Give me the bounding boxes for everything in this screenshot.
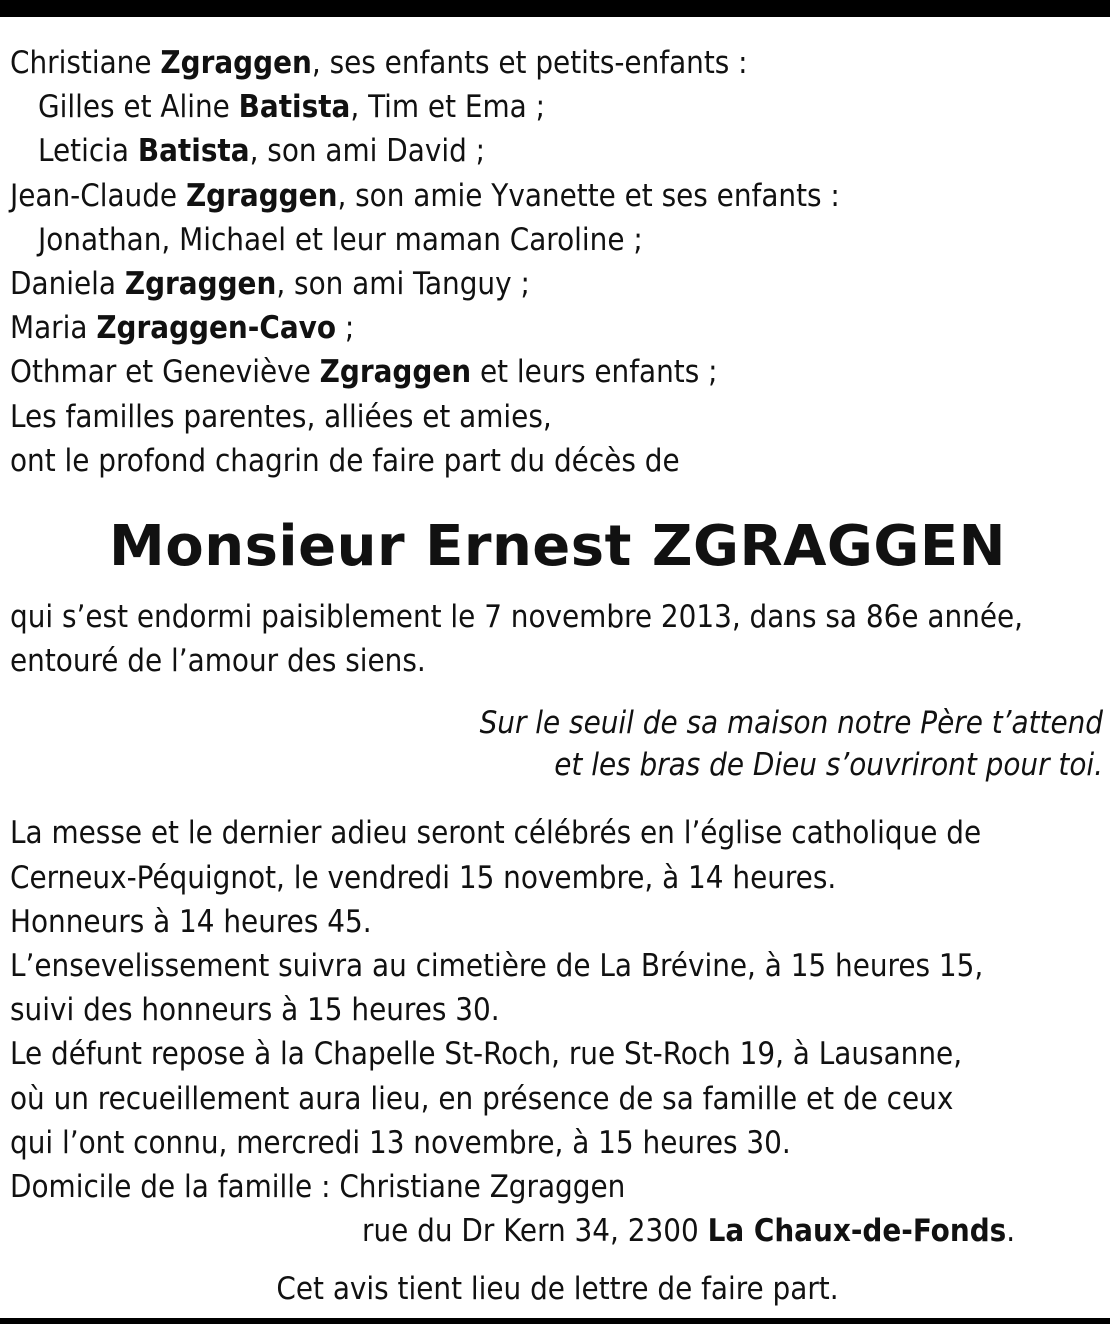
family-line: Jean-Claude Zgraggen, son amie Yvanette et ses enfants :	[10, 177, 840, 214]
obituary-notice	[10, 41, 1105, 1311]
family-line: Othmar et Geneviève Zgraggen et leurs enfants ;	[10, 354, 718, 391]
ceremony-line: suivi des honneurs à 15 heures 30.	[10, 992, 500, 1029]
family-list	[10, 41, 1105, 483]
ceremony-line: Cerneux-Péquignot, le vendredi 15 novembre, à 14 heures.	[10, 859, 837, 896]
top-border	[0, 0, 1110, 17]
bottom-border	[0, 1318, 1110, 1324]
family-line: Leticia Batista, son ami David ;	[38, 133, 486, 170]
deceased-name: Monsieur Ernest ZGRAGGEN	[109, 514, 1006, 580]
family-line: Jonathan, Michael et leur maman Caroline ;	[38, 221, 643, 258]
verse-quote	[10, 702, 1105, 786]
family-line: Les familles parentes, alliées et amies,	[10, 398, 552, 435]
family-address: rue du Dr Kern 34, 2300 La Chaux-de-Fonds.	[362, 1213, 1016, 1250]
ceremony-line: Le défunt repose à la Chapelle St-Roch, rue St-Roch 19, à Lausanne,	[10, 1036, 963, 1073]
verse-line: Sur le seuil de sa maison notre Père t’attend	[479, 705, 1103, 742]
family-line: Christiane Zgraggen, ses enfants et petits-enfants :	[10, 45, 748, 81]
family-line: ont le profond chagrin de faire part du décès de	[10, 442, 680, 479]
footer-note: Cet avis tient lieu de lettre de faire part.	[276, 1271, 839, 1308]
family-line: Gilles et Aline Batista, Tim et Ema ;	[38, 89, 546, 126]
ceremony-line: Honneurs à 14 heures 45.	[10, 903, 372, 940]
family-line: Daniela Zgraggen, son ami Tanguy ;	[10, 266, 530, 303]
ceremony-line: L’ensevelissement suivra au cimetière de La Brévine, à 15 heures 15,	[10, 948, 984, 985]
ceremony-line: où un recueillement aura lieu, en présence de sa famille et de ceux	[10, 1080, 954, 1117]
ceremony-line: La messe et le dernier adieu seront célébrés en l’église catholique de	[10, 815, 982, 852]
ceremony-line: Domicile de la famille : Christiane Zgraggen	[10, 1169, 626, 1206]
verse-line: et les bras de Dieu s’ouvriront pour toi.	[554, 747, 1103, 784]
ceremony-line: qui l’ont connu, mercredi 13 novembre, à 15 heures 30.	[10, 1124, 791, 1161]
family-line: Maria Zgraggen-Cavo ;	[10, 310, 355, 347]
death-text	[10, 595, 1105, 683]
death-line: entouré de l’amour des siens.	[10, 643, 426, 680]
death-line: qui s’est endormi paisiblement le 7 novembre 2013, dans sa 86e année,	[10, 599, 1024, 636]
ceremony-details	[10, 811, 1105, 1253]
